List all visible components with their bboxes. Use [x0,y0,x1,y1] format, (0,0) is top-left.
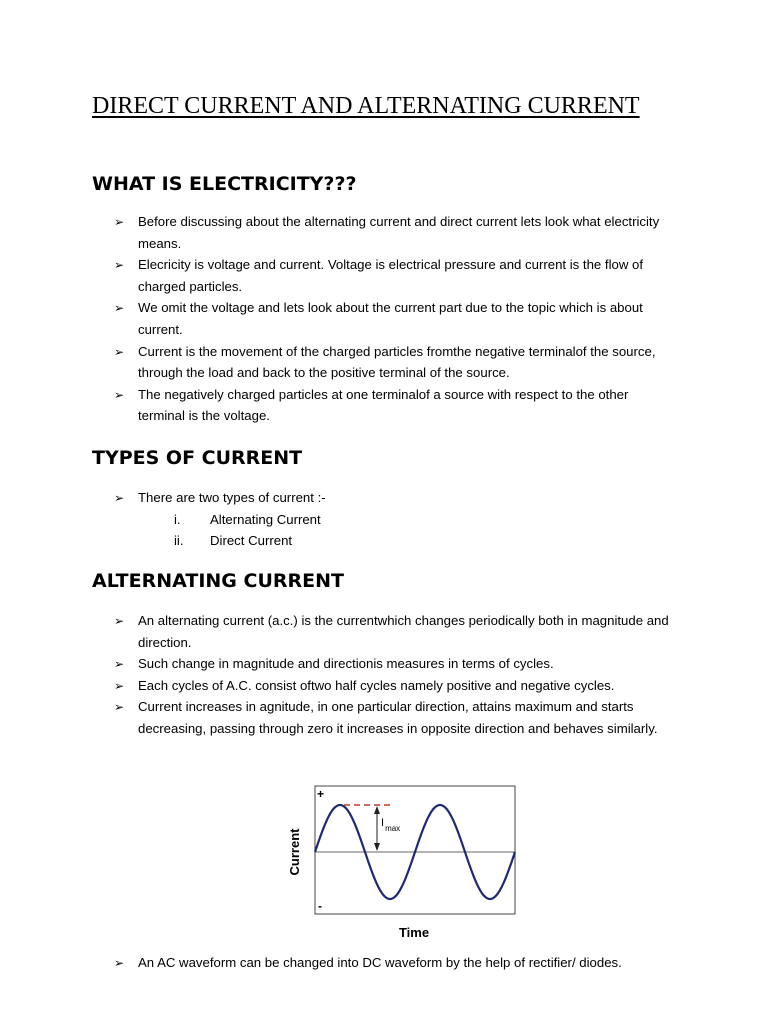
bullet-item: ➢ There are two types of current :- i. Alternating Current ii. Direct Current [112,487,677,552]
y-axis-label: Current [287,828,302,876]
bullet-item: ➢ Such change in magnitude and directionis measures in terms of cycles. [112,653,677,675]
heading-alternating-current: ALTERNATING CURRENT [92,570,344,592]
arrow-bullet-icon: ➢ [114,700,125,715]
bullet-item: ➢ Elecricity is voltage and current. Voltage is electrical pressure and current is the flow of charged particles. [114,257,644,294]
imax-label: $I_{max}$ [381,817,401,833]
sublist-item: ii. Direct Current [174,533,293,549]
arrow-bullet-icon: ➢ [114,387,125,402]
bullet-item: ➢ Before discussing about the alternating current and direct current lets look what electricity means. [114,214,660,251]
sublist-item: i. Alternating Current [174,511,321,527]
bullet-item: ➢ The negatively charged particles at one terminalof a source with respect to the other terminal is the voltage. [114,386,629,424]
ac-waveform-figure [282,776,522,946]
bullet-item: ➢ Each cycles of A.C. consist oftwo half cycles namely positive and negative cycles. [112,675,677,697]
arrow-bullet-icon: ➢ [114,215,125,229]
arrow-bullet-icon: ➢ [114,614,125,628]
plus-label: + [317,787,325,801]
final-bullet-list [112,952,677,974]
arrow-bullet-icon: ➢ [114,491,125,505]
heading-what-is-electricity: WHAT IS ELECTRICITY??? [92,173,357,195]
electricity-bullet-list [112,211,677,427]
bullet-item: ➢ We omit the voltage and lets look about the current part due to the topic which is about current. [114,300,643,337]
types-bullet-list [112,487,677,552]
bullet-item: ➢ An alternating current (a.c.) is the currentwhich changes periodically both in magnitude and direction. [114,613,669,650]
arrow-bullet-icon: ➢ [114,344,125,359]
arrow-bullet-icon: ➢ [114,956,125,970]
types-sublist [138,509,677,552]
arrow-bullet-icon: ➢ [114,678,125,693]
arrow-bullet-icon: ➢ [114,301,125,316]
bullet-item: ➢ Current is the movement of the charged particles fromthe negative terminalof the source, through the load and back to the positive terminal of the source. [114,343,656,381]
arrow-bullet-icon: ➢ [114,258,125,273]
x-axis-label: Time [398,925,430,940]
heading-types-of-current: TYPES OF CURRENT [92,447,303,469]
document-title: DIRECT CURRENT AND ALTERNATING CURRENT [92,93,640,119]
bullet-item: ➢ An AC waveform can be changed into DC waveform by the help of rectifier/ diodes. [112,952,677,974]
ac-waveform-diagram [282,776,522,946]
minus-label: - [318,899,322,913]
bullet-item: ➢ Current increases in agnitude, in one particular direction, attains maximum and starts decreasing, passing through zero it increases in opposite direction and behaves similarly. [114,699,658,736]
arrow-bullet-icon: ➢ [114,657,125,672]
ac-bullet-list [112,610,677,740]
